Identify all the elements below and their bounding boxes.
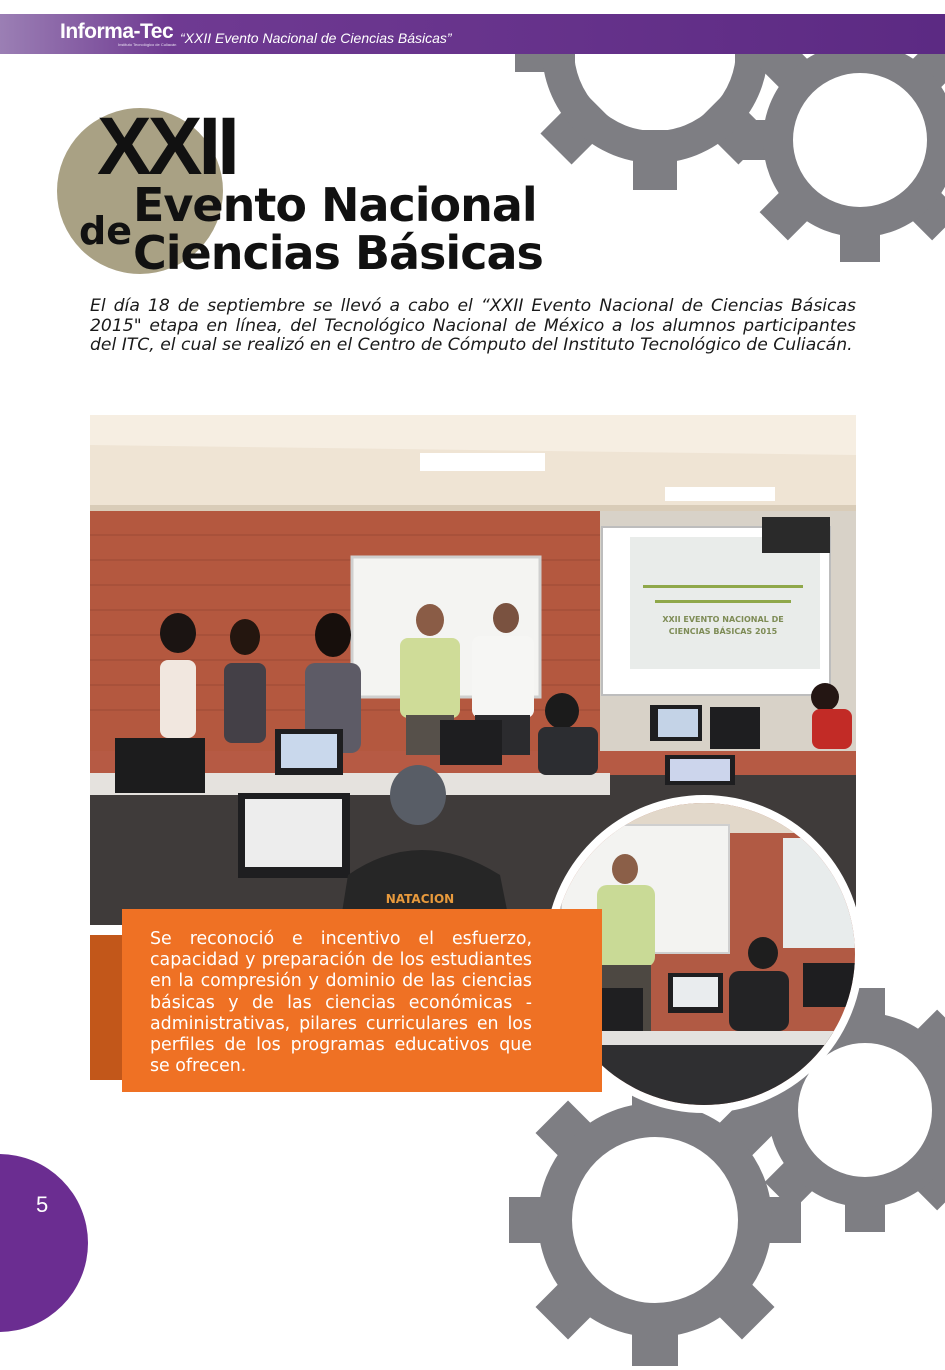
title-line-2: Ciencias Básicas	[133, 226, 543, 280]
shirt-text: NATACION	[385, 892, 455, 906]
logo-subtitle: Instituto Tecnológico de Culiacán	[118, 42, 177, 47]
title-numeral: XXII	[97, 101, 236, 192]
header-title: “XXII Evento Nacional de Ciencias Básicas”	[180, 30, 452, 46]
title-de: de	[79, 209, 132, 253]
page-number: 5	[36, 1192, 49, 1217]
title-line-1: Evento Nacional	[133, 178, 537, 232]
page-number-tab	[0, 1154, 88, 1332]
publication-logo: Informa-Tec	[60, 20, 174, 43]
header-divider	[0, 0, 893, 14]
projector-text-1: XXII EVENTO NACIONAL DE	[662, 615, 784, 624]
projector-text-2: CIENCIAS BÁSICAS 2015	[668, 627, 778, 636]
intro-paragraph: El día 18 de septiembre se llevó a cabo el “XXII Evento Nacional de Ciencias Básicas 2015" etapa en línea, del Tecnológico Nacional de México a los alumnos participantes del ITC, el cual se realizó en el Centro de Cómputo del Instituto Tecnológico de Culiacán.	[90, 296, 856, 355]
callout-text: Se reconoció e incentivo el esfuerzo, capacidad y preparación de los estudiantes en la compresión y dominio de las ciencias básicas y de las ciencias económicas - administrativas, pilares curriculares en los perfiles de los programas educativos que se ofrecen.	[150, 929, 532, 1077]
